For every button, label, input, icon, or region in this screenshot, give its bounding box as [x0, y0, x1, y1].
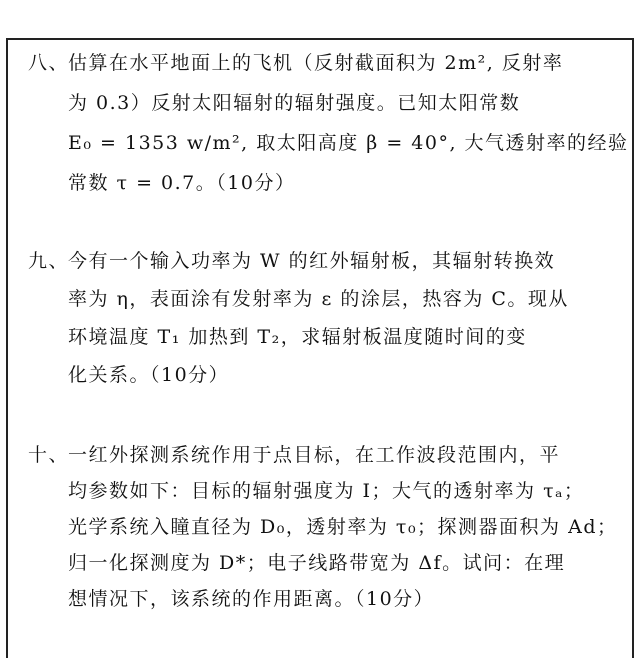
question-line: 归一化探测度为 D*；电子线路带宽为 Δf。试问：在理: [68, 552, 566, 574]
question-line: 常数 τ = 0.7。（10分）: [68, 172, 296, 194]
question-line: 光学系统入瞳直径为 D₀，透射率为 τ₀；探测器面积为 Ad；: [68, 516, 618, 538]
page-border-right: [632, 38, 634, 658]
question-line: [28, 444, 560, 466]
page-border-left: [6, 38, 8, 658]
question-number: 十、: [28, 444, 70, 466]
question-line: E₀ = 1353 w/m², 取太阳高度 β = 40°, 大气透射率的经验: [68, 132, 629, 154]
question-text: 一红外探测系统作用于点目标，在工作波段范围内，平: [68, 444, 561, 466]
question-text: 今有一个输入功率为 W 的红外辐射板，其辐射转换效: [68, 250, 556, 272]
question-line: 均参数如下：目标的辐射强度为 I；大气的透射率为 τₐ；: [68, 480, 585, 502]
question-line: 化关系。（10分）: [68, 364, 230, 386]
question-line: 环境温度 T₁ 加热到 T₂，求辐射板温度随时间的变: [68, 326, 527, 348]
question-line: 想情况下，该系统的作用距离。（10分）: [68, 588, 435, 610]
question-number: 八、: [28, 52, 70, 74]
question-text: 估算在水平地面上的飞机（反射截面积为 2m², 反射率: [68, 52, 564, 74]
question-line: [28, 52, 563, 74]
question-line: 为 0.3）反射太阳辐射的辐射强度。已知太阳常数: [68, 92, 521, 114]
question-line: [28, 250, 555, 272]
question-number: 九、: [28, 250, 70, 272]
question-line: 率为 η，表面涂有发射率为 ε 的涂层，热容为 C。现从: [68, 288, 569, 310]
page-border-top: [6, 38, 634, 40]
